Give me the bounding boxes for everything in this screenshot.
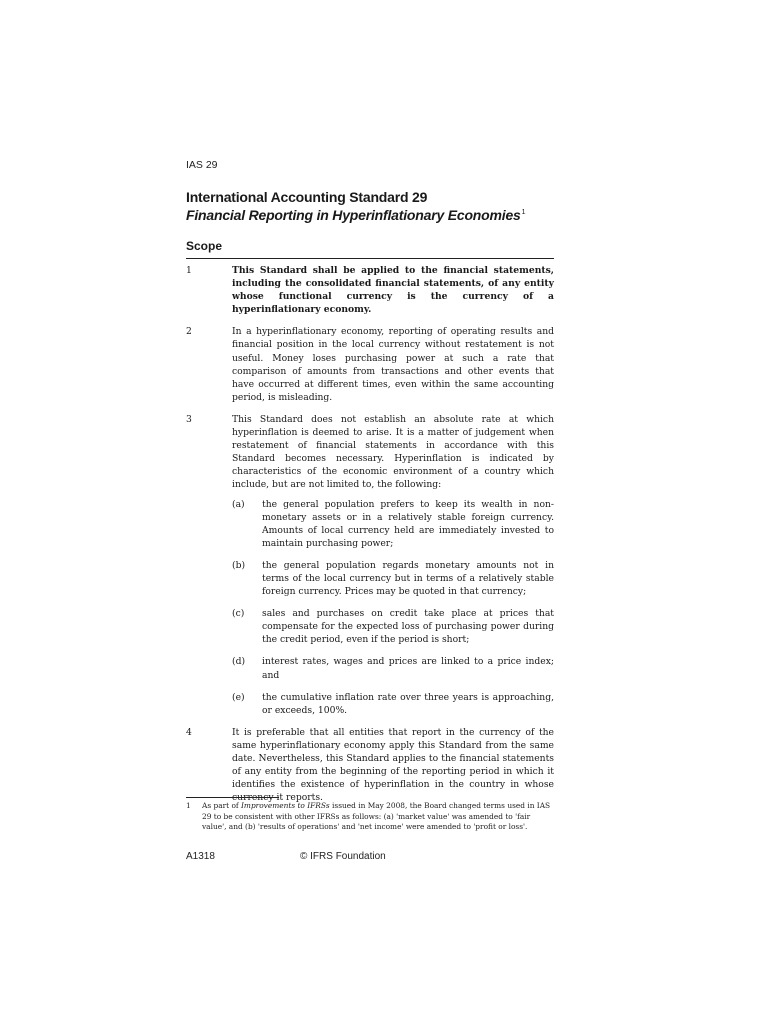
title-line-2: Financial Reporting in Hyperinflationary Economies	[186, 207, 521, 223]
paragraph-text: It is preferable that all entities that report in the currency of the same hyperinflationary economy apply this Standard from the same date. Nevertheless, this Standard applies to the financial statements of any entity from the beginning of the reporting period in which it identifies the existence of hyperinflation in the country in whose currency it reports.	[232, 726, 554, 804]
paragraph-number: 2	[186, 326, 192, 338]
paragraph-number: 1	[186, 265, 192, 276]
footnote-divider	[186, 797, 279, 798]
paragraph-text: This Standard does not establish an absolute rate at which hyperinflation is deemed to arise. It is a matter of judgement when restatement of financial statements in accordance with this Standard becomes necessary. Hyperinflation is indicated by characteristics of the economic environment of a country which include, but are not limited to, the following:	[232, 413, 554, 491]
paragraph-3	[186, 413, 554, 717]
list-item-text: the general population prefers to keep its wealth in non-monetary assets or in a relatively stable foreign currency. Amounts of local currency held are immediately invested to maintain purchasing power;	[262, 498, 554, 549]
paragraph-1	[186, 264, 554, 316]
list-item-text: interest rates, wages and prices are linked to a price index; and	[262, 656, 554, 681]
list-item-label: (e)	[232, 691, 245, 703]
list-item-label: (c)	[232, 608, 245, 620]
footnote	[186, 801, 554, 833]
footnote-text-part: issued in May 2008, the Board changed terms used in IAS 29 to be consistent with other IFRSs as follows: (a) 'market value' was amended to 'fair value', and (b) 'results of operations' and 'net income' were amended to 'profit or loss'.	[202, 801, 551, 832]
paragraph-text: This Standard shall be applied to the financial statements, including the consolidated financial statements, of any entity whose functional currency is the currency of a hyperinflationary economy.	[232, 265, 554, 316]
paragraph-text: In a hyperinflationary economy, reporting of operating results and financial position in the local currency without restatement is not useful. Money loses purchasing power at such a rate that comparison of amounts from transactions and other events that have occurred at different times, even within the same accounting period, is misleading.	[232, 326, 554, 403]
list-item-label: (d)	[232, 656, 246, 668]
copyright-notice: © IFRS Foundation	[300, 851, 386, 862]
list-item-label: (b)	[232, 559, 246, 571]
standard-title	[186, 189, 554, 223]
list-item-label: (a)	[232, 498, 245, 510]
list-item	[232, 559, 554, 598]
list-item-text: the cumulative inflation rate over three years is approaching, or exceeds, 100%.	[262, 691, 554, 716]
list-item	[232, 691, 554, 717]
paragraph-2	[186, 325, 554, 404]
title-line-1: International Accounting Standard 29	[186, 189, 428, 205]
list-item	[232, 607, 554, 646]
section-heading-scope: Scope	[186, 239, 554, 259]
list-item-text: sales and purchases on credit take place at prices that compensate for the expected loss of purchasing power during the credit period, even if the period is short;	[262, 608, 554, 646]
page-number: A1318	[186, 851, 215, 862]
list-item-text: the general population regards monetary amounts not in terms of the local currency but in terms of a relatively stable foreign currency. Prices may be quoted in that currency;	[262, 559, 554, 598]
title-footnote-ref[interactable]: 1	[521, 209, 526, 216]
footnote-number: 1	[186, 801, 191, 810]
paragraph-number: 3	[186, 413, 192, 425]
list-item	[232, 655, 554, 681]
footnote-publication-title: Improvements to IFRSs	[241, 801, 330, 810]
document-body	[186, 264, 554, 813]
footnote-text	[202, 801, 554, 833]
footnote-text-part: As part of	[202, 801, 242, 810]
paragraph-4	[186, 726, 554, 805]
running-head: IAS 29	[186, 159, 218, 171]
indicator-list	[232, 498, 554, 717]
list-item	[232, 498, 554, 550]
paragraph-number: 4	[186, 726, 192, 738]
